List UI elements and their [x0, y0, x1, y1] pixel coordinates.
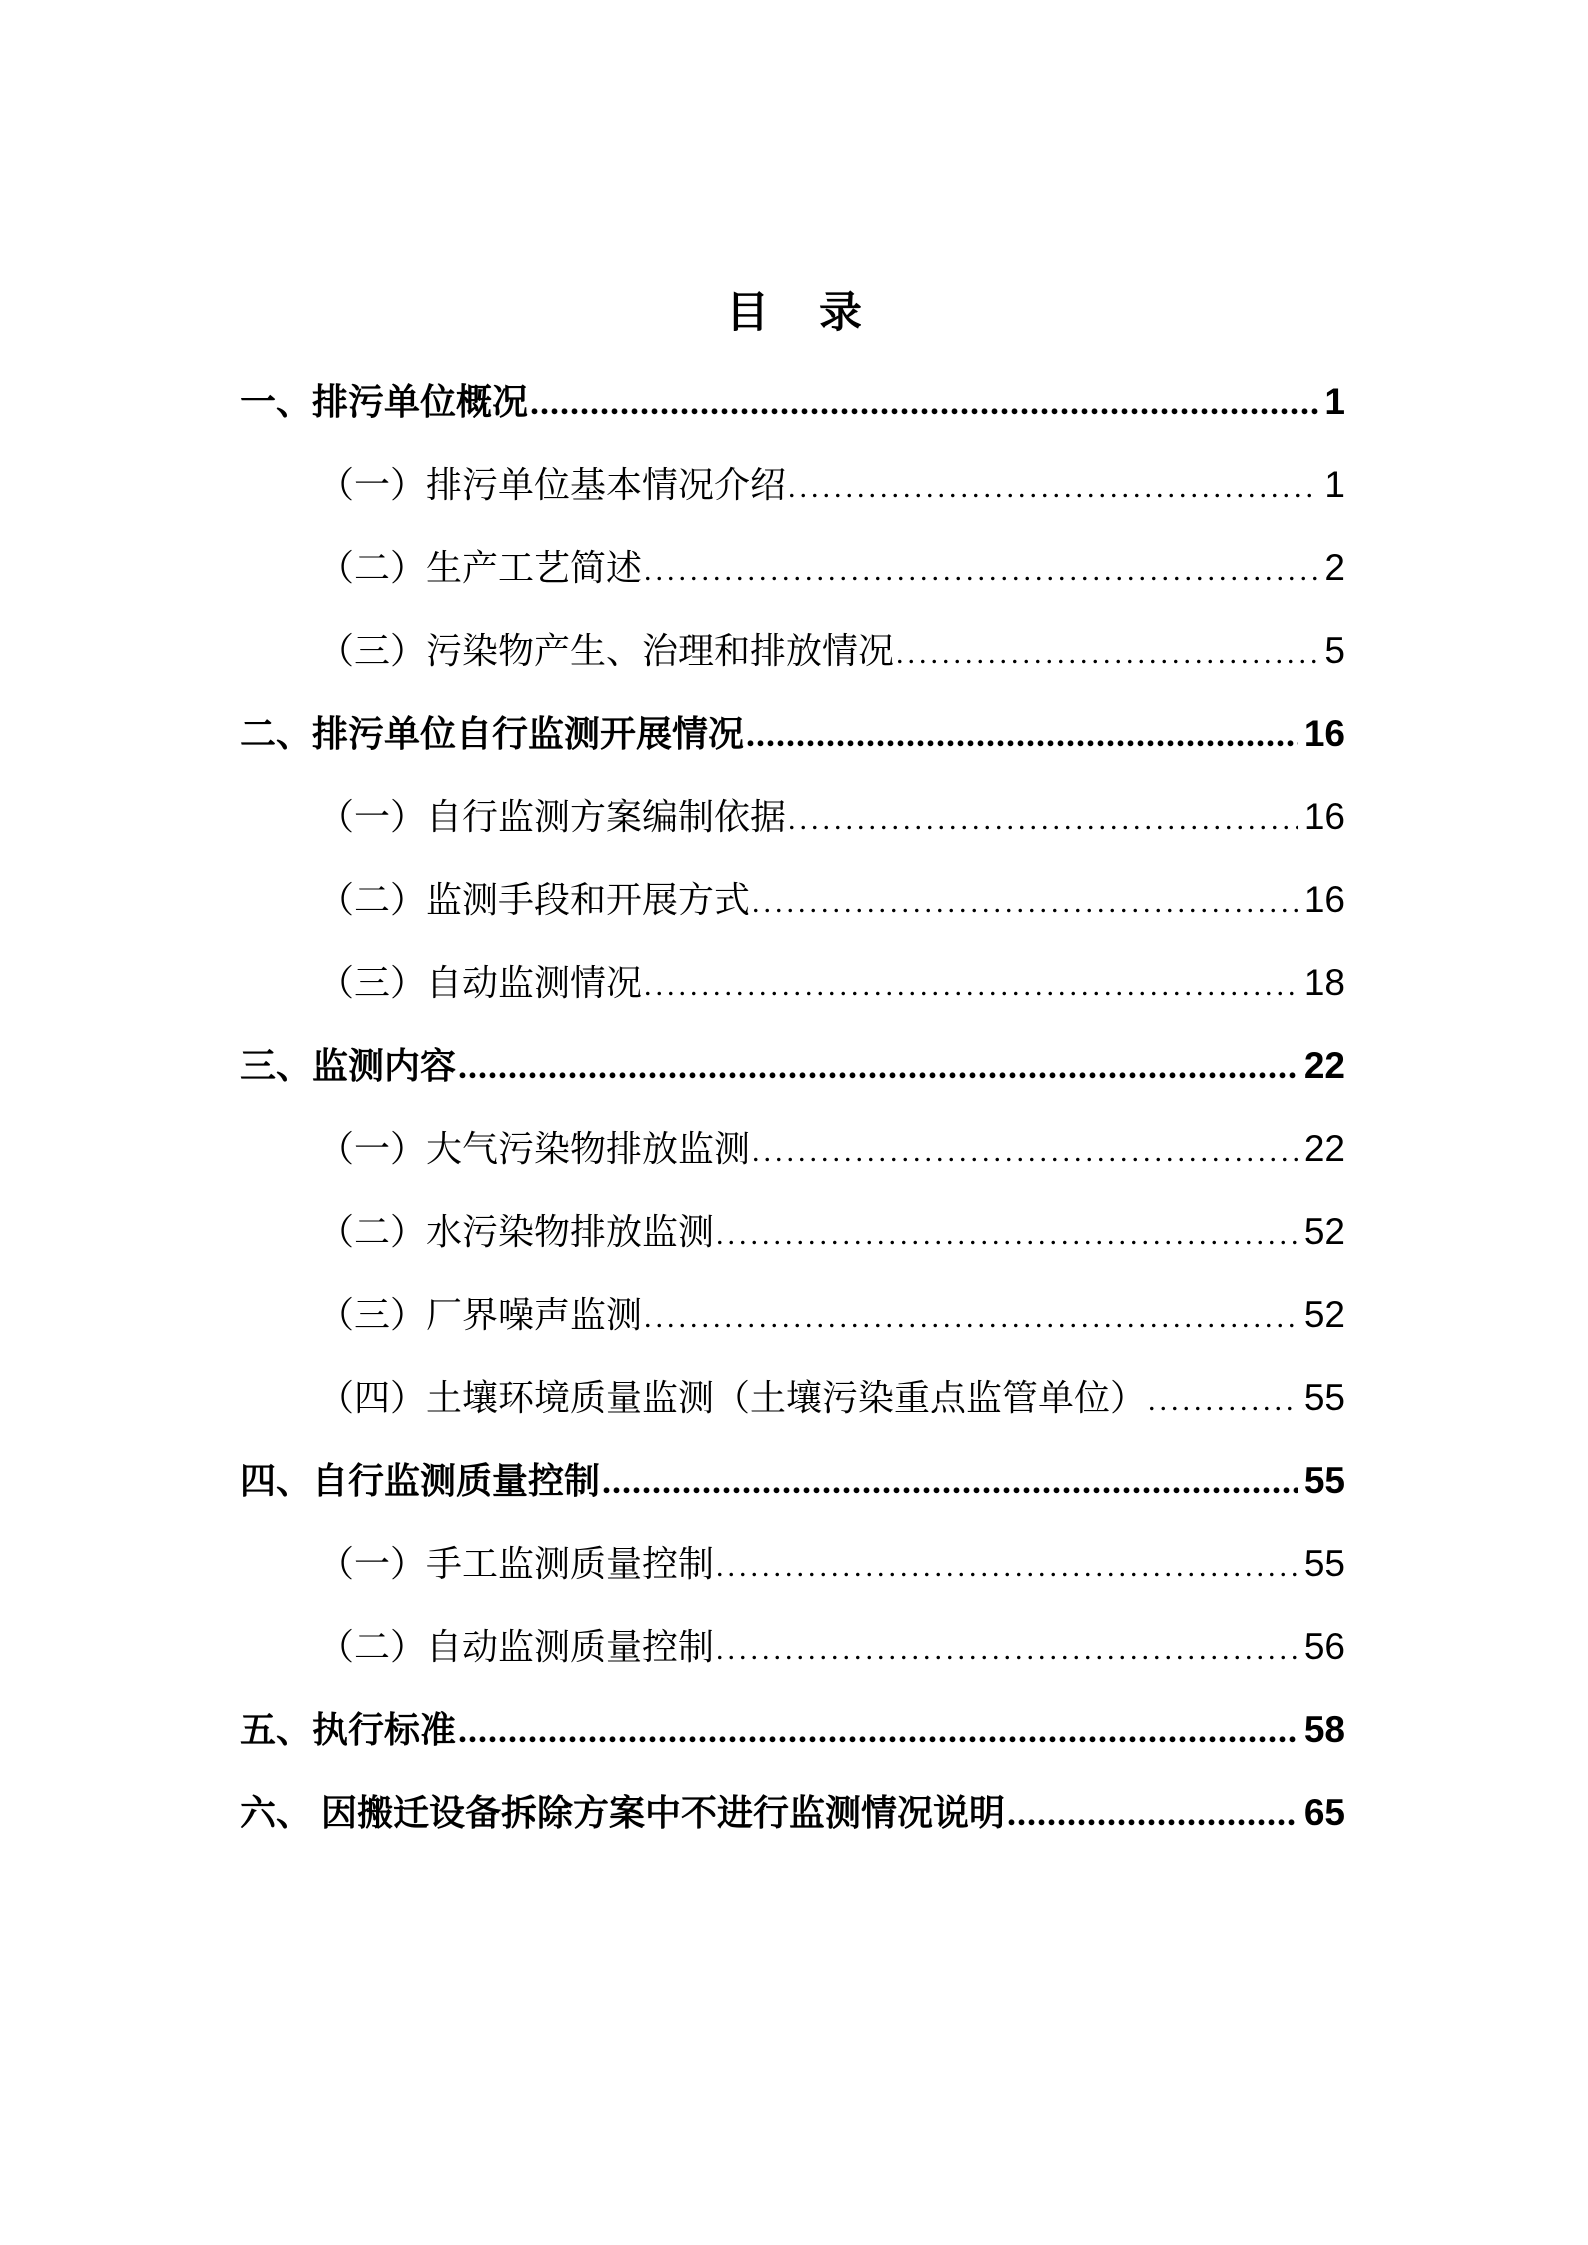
- toc-entry[interactable]: [240, 526, 1345, 609]
- dot-leader: [716, 1608, 1298, 1691]
- toc-entry[interactable]: [240, 1107, 1345, 1190]
- dot-leader: [644, 529, 1318, 612]
- toc-entry[interactable]: [240, 1273, 1345, 1356]
- toc-entry-page-number: 5: [1324, 630, 1345, 671]
- dot-leader: [1007, 1772, 1298, 1855]
- page-title-char: 录: [819, 290, 862, 337]
- toc-entry[interactable]: [240, 609, 1345, 692]
- toc-entry-label: （三）自动监测情况: [318, 963, 643, 1003]
- toc-entry-label: （四）土壤环境质量监测（土壤污染重点监管单位）: [318, 1378, 1147, 1418]
- dot-leader: [716, 1525, 1298, 1608]
- toc-entry[interactable]: [240, 1439, 1345, 1522]
- toc-entry[interactable]: [240, 858, 1345, 941]
- dot-leader: [716, 1193, 1298, 1276]
- toc-entry-page-number: 22: [1303, 1128, 1345, 1169]
- toc-entry-label: （三）污染物产生、治理和排放情况: [318, 631, 895, 671]
- toc-entry-label: （二）水污染物排放监测: [318, 1212, 715, 1252]
- toc-entry-label: 五、执行标准: [240, 1710, 457, 1750]
- toc-entry-label: （二）生产工艺简述: [318, 548, 643, 588]
- dot-leader: [644, 944, 1298, 1027]
- toc-entry-page-number: 55: [1303, 1543, 1345, 1584]
- page-title: [0, 290, 1588, 337]
- toc-entry[interactable]: [240, 941, 1345, 1024]
- toc-entry-page-number: 55: [1303, 1377, 1345, 1418]
- page-title-char: 目: [726, 290, 769, 337]
- toc-entry-label: （一）排污单位基本情况介绍: [318, 465, 787, 505]
- toc-entry[interactable]: [240, 360, 1345, 443]
- toc-entry[interactable]: [240, 1688, 1345, 1771]
- toc-entry-page-number: 58: [1303, 1709, 1345, 1750]
- dot-leader: [530, 361, 1318, 444]
- toc-entry-label: 三、监测内容: [240, 1046, 457, 1086]
- toc-list: [240, 360, 1345, 1854]
- toc-entry-label: 四、自行监测质量控制: [240, 1461, 601, 1501]
- toc-entry-label: （一）自行监测方案编制依据: [318, 797, 787, 837]
- toc-entry-page-number: 16: [1303, 879, 1345, 920]
- toc-entry-page-number: 55: [1303, 1460, 1345, 1501]
- dot-leader: [458, 1025, 1298, 1108]
- toc-entry-page-number: 16: [1303, 796, 1345, 837]
- toc-entry-label: 六、 因搬迁设备拆除方案中不进行监测情况说明: [240, 1793, 1006, 1833]
- toc-entry-page-number: 56: [1303, 1626, 1345, 1667]
- toc-entry-page-number: 2: [1324, 547, 1345, 588]
- toc-entry[interactable]: [240, 775, 1345, 858]
- toc-entry-page-number: 22: [1303, 1045, 1345, 1086]
- dot-leader: [644, 1276, 1298, 1359]
- toc-entry-label: （一）大气污染物排放监测: [318, 1129, 751, 1169]
- dot-leader: [896, 612, 1318, 695]
- toc-entry[interactable]: [240, 1024, 1345, 1107]
- toc-entry-page-number: 18: [1303, 962, 1345, 1003]
- toc-entry-label: （三）厂界噪声监测: [318, 1295, 643, 1335]
- dot-leader: [752, 861, 1298, 944]
- dot-leader: [746, 693, 1298, 776]
- toc-entry-label: 一、排污单位概况: [240, 382, 529, 422]
- toc-entry[interactable]: [240, 1190, 1345, 1273]
- dot-leader: [788, 446, 1318, 529]
- toc-entry-page-number: 52: [1303, 1211, 1345, 1252]
- toc-entry-page-number: 65: [1303, 1792, 1345, 1833]
- dot-leader: [752, 1110, 1298, 1193]
- dot-leader: [458, 1689, 1298, 1772]
- toc-entry-label: （二）自动监测质量控制: [318, 1627, 715, 1667]
- toc-entry-label: （二）监测手段和开展方式: [318, 880, 751, 920]
- dot-leader: [602, 1440, 1298, 1523]
- toc-entry[interactable]: [240, 1356, 1345, 1439]
- toc-entry[interactable]: [240, 1522, 1345, 1605]
- toc-entry-label: （一）手工监测质量控制: [318, 1544, 715, 1584]
- toc-entry-page-number: 16: [1303, 713, 1345, 754]
- toc-entry[interactable]: [240, 443, 1345, 526]
- dot-leader: [788, 778, 1298, 861]
- toc-entry-page-number: 52: [1303, 1294, 1345, 1335]
- toc-entry[interactable]: [240, 692, 1345, 775]
- toc-entry[interactable]: [240, 1771, 1345, 1854]
- toc-entry-label: 二、排污单位自行监测开展情况: [240, 714, 745, 754]
- toc-entry[interactable]: [240, 1605, 1345, 1688]
- toc-entry-page-number: 1: [1324, 464, 1345, 505]
- toc-entry-page-number: 1: [1324, 381, 1345, 422]
- dot-leader: [1148, 1359, 1298, 1442]
